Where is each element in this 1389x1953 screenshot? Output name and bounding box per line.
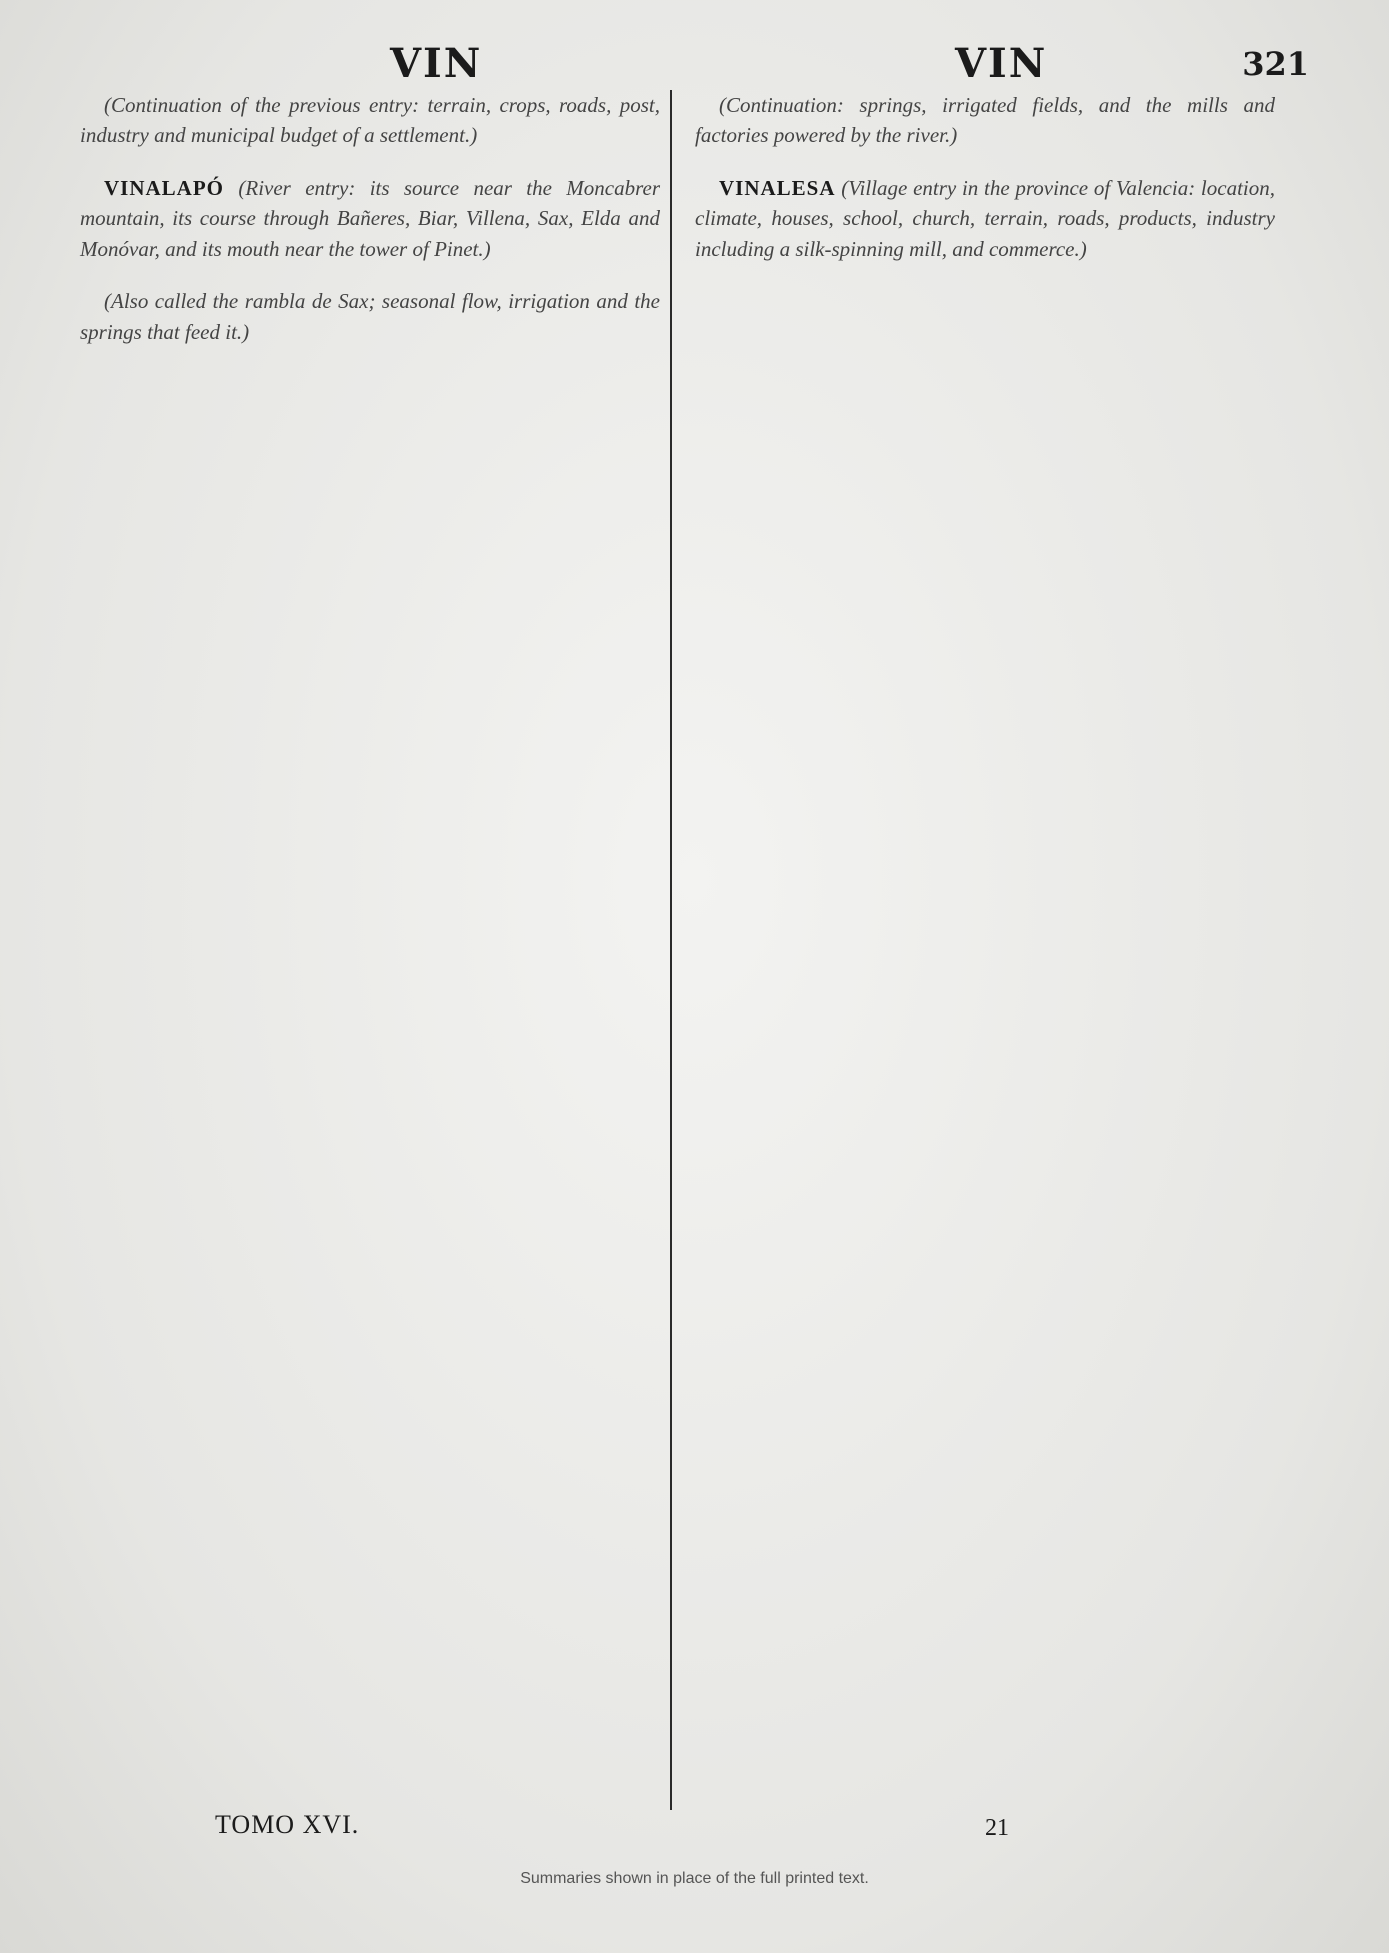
entry-summary: (River entry: its source near the Moncabrer mountain, its course through Bañeres, Biar, Villena, Sax, Elda and Monóvar, and its mouth near the tower of Pinet.) — [80, 175, 660, 261]
entry-summary: (Village entry in the province of Valencia: location, climate, houses, school, church, terrain, roads, products, industry including a silk-spinning mill, and commerce.) — [695, 175, 1275, 261]
volume-label: TOMO XVI. — [215, 1810, 360, 1839]
right-column — [695, 90, 1275, 286]
entry — [80, 90, 660, 151]
entry-headword: VINALAPÓ — [104, 175, 225, 200]
running-head-right: VIN — [955, 40, 1048, 87]
column-divider — [670, 90, 672, 1810]
entry — [695, 90, 1275, 151]
running-head-left: VIN — [390, 40, 483, 87]
page-number: 321 — [1242, 45, 1309, 83]
summary-note: Summaries shown in place of the full printed text. — [520, 1870, 869, 1887]
entry — [80, 173, 660, 264]
entry-summary: (Continuation: springs, irrigated fields, and the mills and factories powered by the river.) — [695, 93, 1275, 148]
entry-summary: (Continuation of the previous entry: terrain, crops, roads, post, industry and municipal budget of a settlement.) — [80, 93, 660, 148]
entry-summary: (Also called the rambla de Sax; seasonal flow, irrigation and the springs that feed it.) — [80, 289, 660, 344]
signature-mark: 21 — [985, 1815, 1009, 1841]
left-column — [80, 90, 660, 369]
entry — [80, 286, 660, 347]
entry-headword: VINALESA — [719, 175, 836, 200]
entry — [695, 173, 1275, 264]
